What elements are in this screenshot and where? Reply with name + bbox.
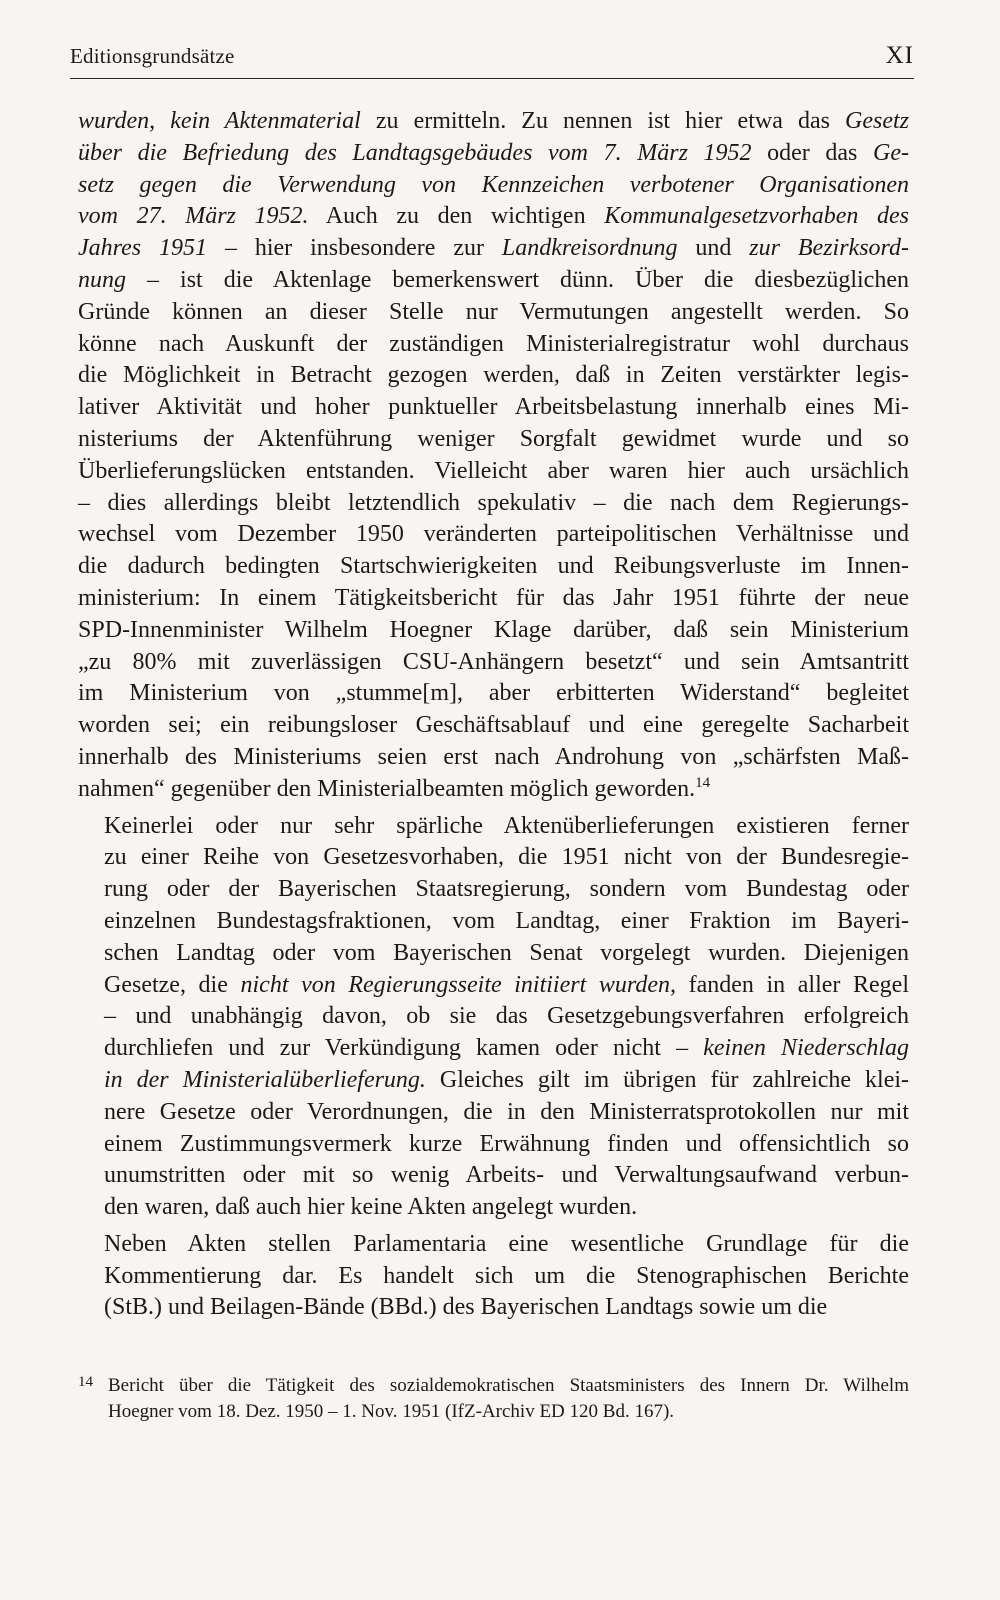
page-number: XI [885, 42, 914, 69]
italic-span: nung [78, 266, 126, 293]
text-line [78, 138, 909, 170]
text-span: Auch zu den wichtigen [308, 203, 605, 230]
text-span: nere Gesetze oder Verordnungen, die in den Ministerratsprotokollen nur mit [104, 1098, 909, 1125]
italic-span: Jahres 1951 [78, 235, 208, 262]
text-span: fanden in aller Regel [675, 971, 909, 998]
text-span: Überlieferungslücken entstanden. Vielleicht aber waren hier auch ursächlich [78, 457, 909, 484]
text-span: – dies allerdings bleibt letztendlich spekulativ – die nach dem Regierungs- [78, 489, 909, 516]
text-span: (StB.) und Beilagen-Bände (BBd.) des Bayerischen Landtags sowie um die [104, 1294, 828, 1321]
text-line [78, 1065, 909, 1097]
text-line [78, 678, 909, 710]
text-line [78, 456, 909, 488]
footnote-text-line: Hoegner vom 18. Dez. 1950 – 1. Nov. 1951 (IfZ-Archiv ED 120 Bd. 167). [108, 1401, 675, 1422]
text-line [78, 233, 909, 265]
text-span: zu einer Reihe von Gesetzesvorhaben, die 1951 nicht von der Bundesregie- [104, 844, 909, 871]
text-line [78, 811, 909, 843]
text-span: innerhalb des Ministeriums seien erst nach Androhung von „schärfsten Maß- [78, 743, 909, 770]
text-line [78, 392, 909, 424]
text-span: einzelnen Bundestagsfraktionen, vom Landtag, einer Fraktion im Bayeri- [104, 907, 909, 934]
text-span: – und unabhängig davon, ob sie das Gesetzgebungsverfahren erfolgreich [104, 1003, 909, 1030]
italic-span: vom 27. März 1952. [78, 203, 309, 230]
text-span: schen Landtag oder vom Bayerischen Senat vorgelegt wurden. Diejenigen [104, 939, 909, 966]
text-span: nahmen“ gegenüber den Ministerialbeamten möglich geworden. [78, 775, 696, 802]
text-line [78, 329, 909, 361]
text-line [78, 265, 909, 297]
italic-span: über die Befriedung des Landtagsgebäudes vom 7. März 1952 [78, 139, 752, 166]
text-line [78, 1292, 909, 1324]
text-line [78, 1001, 909, 1033]
italic-span: zur Bezirksord- [749, 235, 909, 262]
italic-span: Kommunalgesetzvorhaben des [604, 203, 909, 230]
italic-span: Gesetz [845, 108, 909, 134]
text-span: könne nach Auskunft der zuständigen Ministerialregistratur wohl durchaus [78, 330, 909, 357]
text-span: nisteriums der Aktenführung weniger Sorgfalt gewidmet wurde und so [78, 425, 909, 452]
text-line [78, 774, 909, 806]
text-line [78, 710, 909, 742]
italic-span: in der Ministerialüberlieferung. [104, 1066, 426, 1093]
text-line [78, 742, 909, 774]
footnote-text-line: Bericht über die Tätigkeit des sozialdemokratischen Staatsministers des Innern Dr. Wilhelm [108, 1375, 909, 1396]
text-span: rung oder der Bayerischen Staatsregierung, sondern vom Bundestag oder [104, 876, 909, 903]
text-line [78, 906, 909, 938]
text-line [78, 488, 909, 520]
text-line [78, 170, 909, 202]
italic-span: Ge- [873, 139, 909, 166]
text-span: – hier insbesondere zur [207, 235, 502, 262]
text-line [78, 1129, 909, 1161]
text-span: durchliefen und zur Verkündigung kamen oder nicht – [104, 1035, 704, 1062]
text-line [78, 106, 909, 138]
text-span: im Ministerium von „stumme[m], aber erbitterten Widerstand“ begleitet [78, 680, 909, 707]
running-title: Editionsgrundsätze [70, 44, 235, 68]
text-span: ministerium: In einem Tätigkeitsbericht für das Jahr 1951 führte der neue [78, 584, 909, 611]
text-line [78, 647, 909, 679]
text-line [78, 583, 909, 615]
text-span: „zu 80% mit zuverlässigen CSU-Anhängern besetzt“ und sein Amtsantritt [78, 648, 909, 675]
text-span: und [677, 235, 750, 262]
text-span: unumstritten oder mit so wenig Arbeits- und Verwaltungsaufwand verbun- [104, 1162, 909, 1189]
text-span: Gründe können an dieser Stelle nur Vermutungen angestellt werden. So [78, 298, 909, 325]
text-line [78, 615, 909, 647]
text-line [78, 424, 909, 456]
text-line [78, 938, 909, 970]
paragraph [78, 106, 909, 806]
text-line [78, 519, 909, 551]
italic-span: wurden, kein Aktenmaterial [78, 108, 361, 134]
footnote-reference: 14 [695, 774, 711, 791]
text-span: Kommentierung dar. Es handelt sich um die Stenographischen Berichte [104, 1262, 909, 1289]
text-span: lativer Aktivität und hoher punktueller Arbeitsbelastung innerhalb eines Mi- [78, 394, 909, 421]
text-span: die dadurch bedingten Startschwierigkeiten und Reibungsverluste im Innen- [78, 553, 909, 580]
body-text [78, 106, 909, 1329]
text-line [78, 1160, 909, 1192]
text-span: Neben Akten stellen Parlamentaria eine wesentliche Grundlage für die [104, 1230, 909, 1257]
text-line [78, 1097, 909, 1129]
text-line [78, 1033, 909, 1065]
text-span: einem Zustimmungsvermerk kurze Erwähnung finden und offensichtlich so [104, 1130, 909, 1157]
text-line [78, 970, 909, 1002]
text-span: Gesetze, die [104, 971, 241, 998]
italic-span: nicht von Regierungsseite initiiert wurden, [240, 971, 676, 998]
text-line [78, 360, 909, 392]
footnote [78, 1373, 909, 1425]
text-span: den waren, daß auch hier keine Akten angelegt wurden. [104, 1194, 638, 1221]
footnote-number: 14 [78, 1374, 93, 1390]
text-span: wechsel vom Dezember 1950 veränderten parteipolitischen Verhältnisse und [78, 521, 909, 548]
footnotes [78, 1373, 909, 1425]
text-line [78, 201, 909, 233]
text-span: – ist die Aktenlage bemerkenswert dünn. Über die diesbezüglichen [126, 266, 909, 293]
paragraph [78, 811, 909, 1224]
text-span: die Möglichkeit in Betracht gezogen werden, daß in Zeiten verstärkter legis- [78, 362, 909, 389]
text-span: SPD-Innenminister Wilhelm Hoegner Klage darüber, daß sein Ministerium [78, 616, 909, 643]
text-span: Gleiches gilt im übrigen für zahlreiche klei- [425, 1066, 909, 1093]
text-line [78, 874, 909, 906]
text-line [78, 297, 909, 329]
text-line [78, 1261, 909, 1293]
page-header [70, 42, 914, 79]
text-line [78, 1229, 909, 1261]
text-span: oder das [751, 139, 874, 166]
italic-span: setz gegen die Verwendung von Kennzeichen verbotener Organisationen [78, 171, 909, 198]
text-span: zu ermitteln. Zu nennen ist hier etwa das [360, 108, 846, 134]
text-span: Keinerlei oder nur sehr spärliche Aktenüberlieferungen existieren ferner [104, 812, 909, 839]
italic-span: keinen Niederschlag [703, 1035, 910, 1062]
italic-span: Landkreisordnung [501, 235, 678, 262]
text-line [78, 551, 909, 583]
paragraph [78, 1229, 909, 1324]
text-line [78, 842, 909, 874]
text-span: worden sei; ein reibungsloser Geschäftsablauf und eine geregelte Sacharbeit [78, 712, 909, 739]
text-line [78, 1192, 909, 1224]
